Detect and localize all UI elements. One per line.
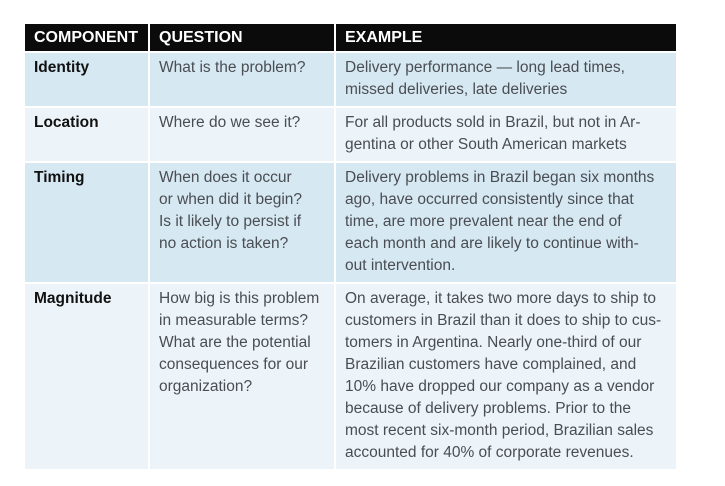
example-line: Brazilian customers have complained, and (345, 356, 637, 373)
example-cell (336, 53, 676, 106)
header-component: COMPONENT (25, 24, 148, 51)
question-cell (150, 284, 334, 469)
example-line: tomers in Argentina. Nearly one-third of our (345, 334, 642, 351)
example-line: 10% have dropped our company as a vendor (345, 378, 655, 395)
example-line: Delivery problems in Brazil began six months (345, 169, 655, 186)
question-cell (150, 108, 334, 161)
question-line: consequences for our (159, 356, 309, 373)
question-line: or when did it begin? (159, 191, 303, 208)
component-cell: Magnitude (25, 284, 148, 469)
problem-definition-table (25, 24, 672, 469)
question-cell (150, 53, 334, 106)
example-line: out intervention. (345, 257, 456, 274)
example-line: gentina or other South American markets (345, 136, 627, 153)
component-cell: Identity (25, 53, 148, 106)
example-cell (336, 163, 676, 282)
component-cell: Timing (25, 163, 148, 282)
example-line: each month and are likely to continue with- (345, 235, 639, 252)
question-line: What is the problem? (159, 59, 306, 76)
example-line: ago, have occurred consistently since that (345, 191, 634, 208)
example-line: customers in Brazil than it does to ship to cus- (345, 312, 662, 329)
question-line: Where do we see it? (159, 114, 301, 131)
question-line: no action is taken? (159, 235, 289, 252)
table-row-magnitude (25, 284, 672, 469)
example-line: most recent six-month period, Brazilian sales (345, 422, 654, 439)
example-line: Delivery performance — long lead times, (345, 59, 625, 76)
table-row-timing (25, 163, 672, 282)
table-row-identity (25, 53, 672, 106)
header-question: QUESTION (150, 24, 334, 51)
example-line: On average, it takes two more days to ship to (345, 290, 657, 307)
example-cell (336, 108, 676, 161)
question-line: organization? (159, 378, 253, 395)
question-line: What are the potential (159, 334, 311, 351)
question-cell (150, 163, 334, 282)
question-line: When does it occur (159, 169, 292, 186)
example-line: missed deliveries, late deliveries (345, 81, 568, 98)
example-line: time, are more prevalent near the end of (345, 213, 622, 230)
header-example: EXAMPLE (336, 24, 676, 51)
question-line: in measurable terms? (159, 312, 309, 329)
example-line: For all products sold in Brazil, but not in Ar- (345, 114, 641, 131)
table-row-location (25, 108, 672, 161)
table-header-row (25, 24, 672, 51)
example-cell (336, 284, 676, 469)
question-line: Is it likely to persist if (159, 213, 302, 230)
example-line: because of delivery problems. Prior to the (345, 400, 632, 417)
question-line: How big is this problem (159, 290, 320, 307)
component-cell: Location (25, 108, 148, 161)
example-line: accounted for 40% of corporate revenues. (345, 444, 634, 461)
